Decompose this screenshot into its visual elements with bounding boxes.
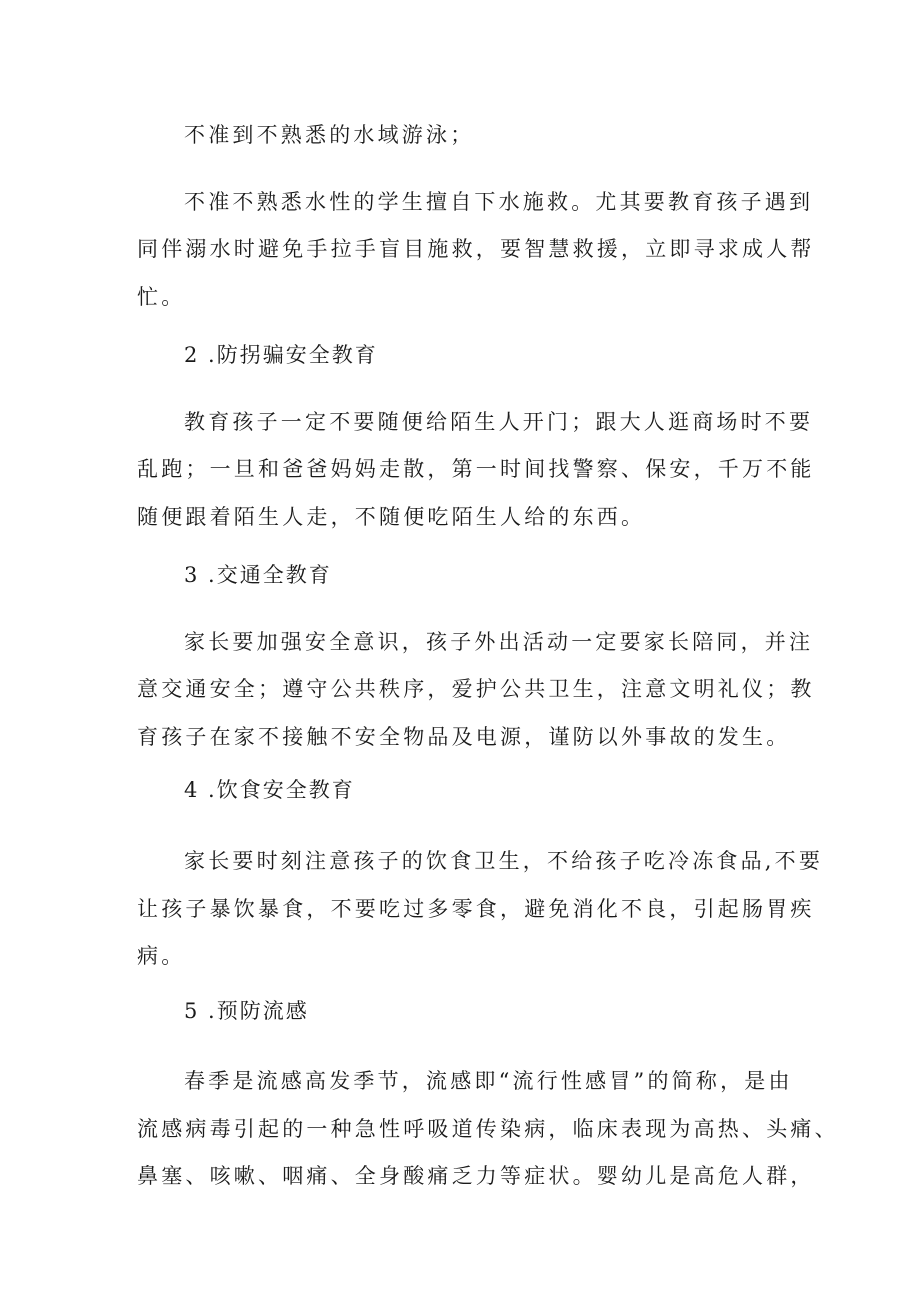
paragraph-line: 乱跑；一旦和爸爸妈妈走散，第一时间找警察、保安，千万不能 [137,457,815,481]
section-heading: 2 .防拐骗安全教育 [184,343,378,367]
paragraph-line: 鼻塞、咳嗽、咽痛、全身酸痛乏力等症状。婴幼儿是高危人群， [137,1164,815,1188]
paragraph-line: 不准到不熟悉的水域游泳； [184,123,475,147]
paragraph-line: 让孩子暴饮暴食，不要吃过多零食，避免消化不良，引起肠胃疾 [137,897,815,921]
paragraph-line: 教育孩子一定不要随便给陌生人开门；跟大人逛商场时不要 [184,410,814,434]
paragraph-line: 流感病毒引起的一种急性呼吸道传染病，临床表现为高热、头痛、 [137,1117,839,1141]
section-heading: 4 .饮食安全教育 [184,778,355,802]
paragraph-line: 忙。 [137,285,186,309]
paragraph-line: 家长要时刻注意孩子的饮食卫生，不给孩子吃冷冻食品,不要 [184,849,824,873]
paragraph-line: 同伴溺水时避免手拉手盲目施救，要智慧救援，立即寻求成人帮 [137,237,815,261]
paragraph-line: 随便跟着陌生人走，不随便吃陌生人给的东西。 [137,505,646,529]
section-heading: 3 .交通全教育 [184,563,332,587]
paragraph-line: 意交通安全；遵守公共秩序，爱护公共卫生，注意文明礼仪；教 [137,677,815,701]
paragraph-line: 育孩子在家不接触不安全物品及电源，谨防以外事故的发生。 [137,725,791,749]
paragraph-line: 不准不熟悉水性的学生擅自下水施救。尤其要教育孩子遇到 [184,190,814,214]
paragraph-line: 家长要加强安全意识，孩子外出活动一定要家长陪同，并注 [184,630,814,654]
paragraph-line: 春季是流感高发季节，流感即“流行性感冒”的简称，是由 [184,1069,793,1093]
paragraph-line: 病。 [137,944,186,968]
section-heading: 5 .预防流感 [184,999,309,1023]
